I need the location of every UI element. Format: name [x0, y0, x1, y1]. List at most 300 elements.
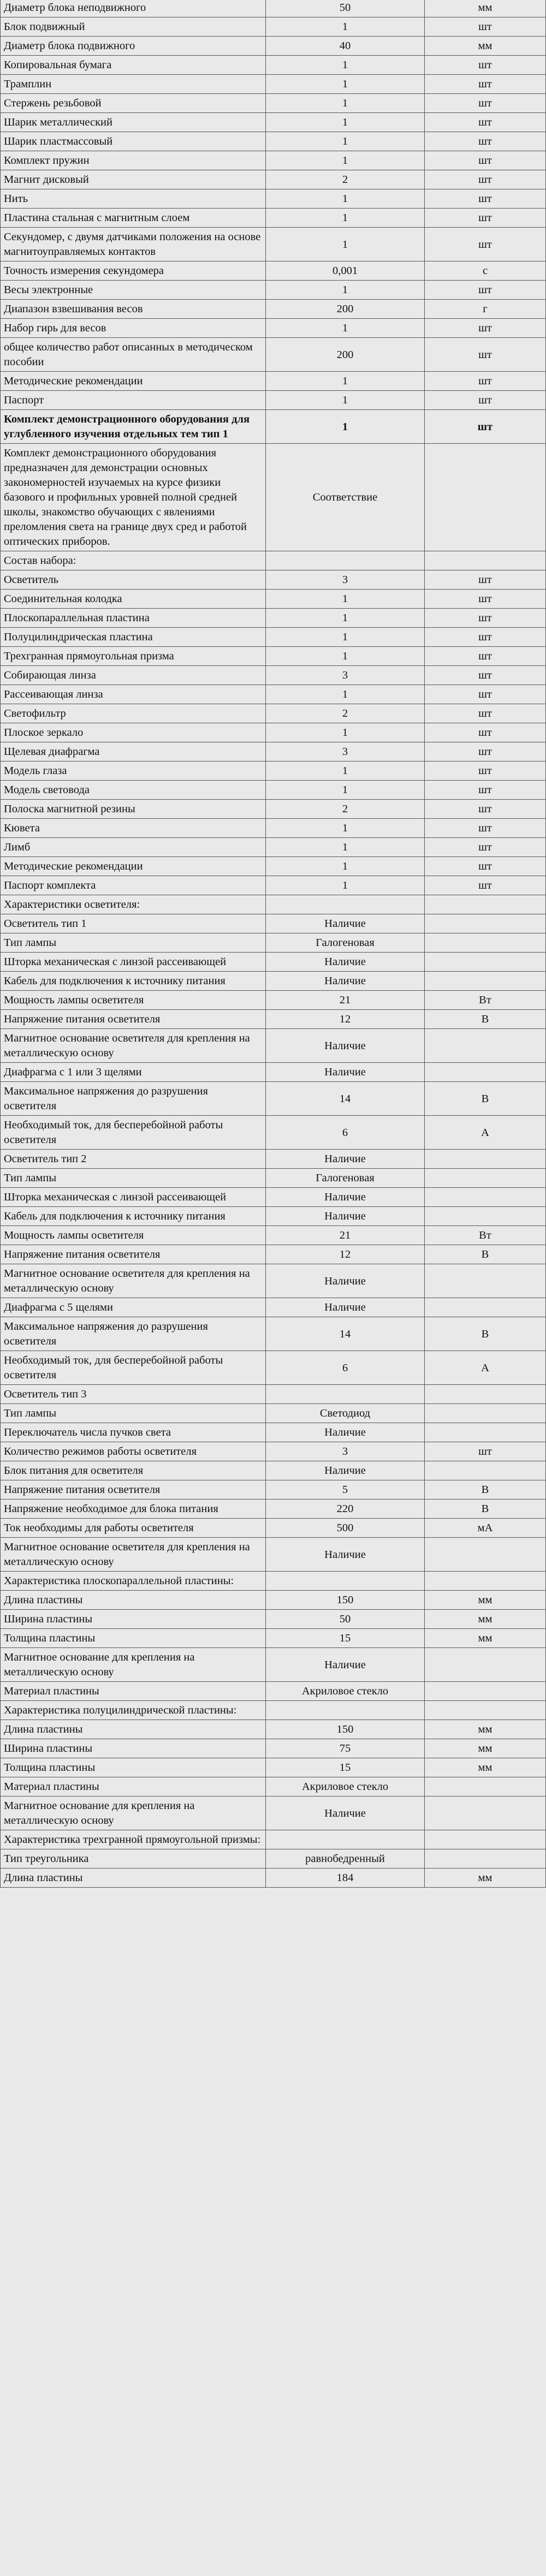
table-row [1, 113, 546, 132]
parameter-unit-cell: мм [425, 37, 546, 56]
table-row [1, 1480, 546, 1500]
parameter-name-cell: Весы электронные [1, 281, 266, 300]
parameter-unit-cell [425, 1207, 546, 1226]
parameter-value-cell: 220 [266, 1500, 425, 1519]
parameter-name-cell: Характеристика полуцилиндрической пластины: [1, 1701, 266, 1720]
parameter-name-cell: Точность измерения секундомера [1, 261, 266, 281]
parameter-unit-cell: Вт [425, 1226, 546, 1245]
parameter-unit-cell: А [425, 1116, 546, 1150]
parameter-unit-cell [425, 1423, 546, 1442]
parameter-value-cell: Наличие [266, 1207, 425, 1226]
parameter-unit-cell [425, 1404, 546, 1423]
table-row [1, 838, 546, 857]
parameter-name-cell: Паспорт комплекта [1, 876, 266, 895]
table-row [1, 410, 546, 444]
parameter-value-cell: 6 [266, 1351, 425, 1385]
parameter-unit-cell: шт [425, 876, 546, 895]
parameter-name-cell: Плоскопараллельная пластина [1, 609, 266, 628]
table-row [1, 685, 546, 704]
parameter-unit-cell: шт [425, 56, 546, 75]
parameter-unit-cell [425, 1849, 546, 1869]
parameter-value-cell: Наличие [266, 1188, 425, 1207]
parameter-value-cell: 12 [266, 1245, 425, 1264]
parameter-value-cell: 3 [266, 666, 425, 685]
parameter-unit-cell: мм [425, 1591, 546, 1610]
table-row [1, 1029, 546, 1063]
parameter-unit-cell [425, 895, 546, 914]
parameter-name-cell: Характеристики осветителя: [1, 895, 266, 914]
parameter-name-cell: Длина пластины [1, 1591, 266, 1610]
table-row [1, 37, 546, 56]
table-row [1, 1648, 546, 1682]
table-row [1, 723, 546, 742]
parameter-name-cell: Переключатель числа пучков света [1, 1423, 266, 1442]
table-row [1, 1701, 546, 1720]
table-row [1, 1264, 546, 1298]
parameter-value-cell: Наличие [266, 1423, 425, 1442]
parameter-name-cell: Комплект демонстрационного оборудования предназначен для демонстрации основных закономерностей изучаемых на курсе физики базового и профильных уровней полной средней школы, знакомство обучающих с явлениями преломления света на границе двух сред и работой оптических приборов. [1, 444, 266, 551]
parameter-name-cell: Максимальное напряжения до разрушения осветителя [1, 1317, 266, 1351]
parameter-value-cell: 15 [266, 1629, 425, 1648]
parameter-unit-cell: шт [425, 723, 546, 742]
table-row [1, 1169, 546, 1188]
parameter-value-cell: 1 [266, 685, 425, 704]
parameter-value-cell: Наличие [266, 1029, 425, 1063]
table-row [1, 1226, 546, 1245]
parameter-value-cell: Наличие [266, 1150, 425, 1169]
parameter-value-cell: 12 [266, 1010, 425, 1029]
table-row [1, 209, 546, 228]
parameter-name-cell: Напряжение питания осветителя [1, 1245, 266, 1264]
parameter-name-cell: Кабель для подключения к источнику питания [1, 1207, 266, 1226]
parameter-name-cell: Нить [1, 189, 266, 209]
table-row [1, 132, 546, 151]
parameter-name-cell: Модель глаза [1, 762, 266, 781]
parameter-value-cell: 0,001 [266, 261, 425, 281]
parameter-unit-cell: В [425, 1245, 546, 1264]
parameter-name-cell: Характеристика трехгранной прямоугольной призмы: [1, 1830, 266, 1849]
table-row [1, 1442, 546, 1461]
parameter-unit-cell: шт [425, 75, 546, 94]
parameter-value-cell: 15 [266, 1758, 425, 1777]
parameter-value-cell: 1 [266, 819, 425, 838]
parameter-value-cell: 150 [266, 1591, 425, 1610]
parameter-name-cell: Трехгранная прямоугольная призма [1, 647, 266, 666]
table-row [1, 876, 546, 895]
parameter-unit-cell: шт [425, 742, 546, 762]
parameter-name-cell: Напряжение необходимое для блока питания [1, 1500, 266, 1519]
parameter-name-cell: Толщина пластины [1, 1629, 266, 1648]
parameter-name-cell: Максимальное напряжения до разрушения осветителя [1, 1082, 266, 1116]
parameter-value-cell: 1 [266, 319, 425, 338]
parameter-name-cell: Диаметр блока подвижного [1, 37, 266, 56]
parameter-name-cell: Светофильтр [1, 704, 266, 723]
parameter-value-cell: 1 [266, 590, 425, 609]
parameter-value-cell: Акриловое стекло [266, 1682, 425, 1701]
parameter-unit-cell: шт [425, 704, 546, 723]
parameter-name-cell: Магнитное основание для крепления на металлическую основу [1, 1796, 266, 1830]
parameter-name-cell: Полуцилиндрическая пластина [1, 628, 266, 647]
parameter-unit-cell [425, 1796, 546, 1830]
parameter-unit-cell: В [425, 1010, 546, 1029]
parameter-unit-cell: шт [425, 170, 546, 189]
table-row [1, 338, 546, 372]
table-row [1, 1682, 546, 1701]
table-row [1, 1572, 546, 1591]
parameter-unit-cell: шт [425, 94, 546, 113]
table-row [1, 319, 546, 338]
parameter-value-cell: Наличие [266, 1538, 425, 1572]
parameter-value-cell: 3 [266, 570, 425, 590]
table-row [1, 781, 546, 800]
parameter-unit-cell: В [425, 1480, 546, 1500]
parameter-value-cell: 1 [266, 609, 425, 628]
parameter-unit-cell [425, 1150, 546, 1169]
parameter-value-cell: 14 [266, 1317, 425, 1351]
specification-table-body [1, 0, 546, 1888]
parameter-value-cell: 40 [266, 37, 425, 56]
parameter-value-cell: 6 [266, 1116, 425, 1150]
parameter-unit-cell: мм [425, 1720, 546, 1739]
parameter-name-cell: Блок питания для осветителя [1, 1461, 266, 1480]
parameter-value-cell [266, 1385, 425, 1404]
parameter-value-cell: 1 [266, 17, 425, 37]
parameter-name-cell: Диапазон взвешивания весов [1, 300, 266, 319]
parameter-unit-cell: мм [425, 1869, 546, 1888]
parameter-value-cell: Наличие [266, 1063, 425, 1082]
parameter-unit-cell [425, 914, 546, 933]
table-row [1, 800, 546, 819]
parameter-value-cell: Наличие [266, 914, 425, 933]
table-row [1, 1010, 546, 1029]
parameter-unit-cell: шт [425, 647, 546, 666]
parameter-name-cell: Шторка механическая с линзой рассеивающей [1, 1188, 266, 1207]
parameter-unit-cell: мм [425, 0, 546, 17]
parameter-unit-cell: шт [425, 319, 546, 338]
parameter-unit-cell [425, 1188, 546, 1207]
parameter-value-cell [266, 1572, 425, 1591]
parameter-name-cell: Осветитель тип 1 [1, 914, 266, 933]
parameter-name-cell: Тип лампы [1, 1169, 266, 1188]
parameter-value-cell: 184 [266, 1869, 425, 1888]
parameter-name-cell: Лимб [1, 838, 266, 857]
parameter-unit-cell: шт [425, 857, 546, 876]
parameter-unit-cell [425, 953, 546, 972]
parameter-unit-cell: с [425, 261, 546, 281]
parameter-name-cell: Характеристика плоскопараллельной пластины: [1, 1572, 266, 1591]
table-row [1, 300, 546, 319]
parameter-value-cell: 75 [266, 1739, 425, 1758]
parameter-value-cell: 150 [266, 1720, 425, 1739]
parameter-value-cell: 1 [266, 723, 425, 742]
parameter-name-cell: Паспорт [1, 391, 266, 410]
parameter-unit-cell: шт [425, 685, 546, 704]
parameter-name-cell: Напряжение питания осветителя [1, 1010, 266, 1029]
parameter-unit-cell [425, 1264, 546, 1298]
parameter-unit-cell: А [425, 1351, 546, 1385]
parameter-name-cell: Материал пластины [1, 1682, 266, 1701]
parameter-value-cell: 1 [266, 113, 425, 132]
table-row [1, 151, 546, 170]
table-row [1, 1591, 546, 1610]
parameter-unit-cell: шт [425, 372, 546, 391]
table-row [1, 570, 546, 590]
table-row [1, 742, 546, 762]
parameter-value-cell: 5 [266, 1480, 425, 1500]
table-row [1, 914, 546, 933]
table-row [1, 1610, 546, 1629]
parameter-unit-cell [425, 1777, 546, 1796]
parameter-name-cell: Шарик пластмассовый [1, 132, 266, 151]
parameter-name-cell: Материал пластины [1, 1777, 266, 1796]
parameter-value-cell: 1 [266, 56, 425, 75]
parameter-unit-cell [425, 972, 546, 991]
parameter-value-cell: 1 [266, 838, 425, 857]
parameter-value-cell: равнобедренный [266, 1849, 425, 1869]
parameter-value-cell: 200 [266, 338, 425, 372]
parameter-unit-cell: шт [425, 113, 546, 132]
table-row [1, 1500, 546, 1519]
parameter-value-cell: Наличие [266, 1264, 425, 1298]
parameter-value-cell [266, 895, 425, 914]
table-row [1, 1849, 546, 1869]
parameter-value-cell: 1 [266, 228, 425, 261]
parameter-unit-cell: В [425, 1317, 546, 1351]
table-row [1, 261, 546, 281]
parameter-name-cell: Плоское зеркало [1, 723, 266, 742]
parameter-unit-cell [425, 1063, 546, 1082]
parameter-value-cell: Наличие [266, 1796, 425, 1830]
parameter-value-cell: 1 [266, 410, 425, 444]
parameter-name-cell: Ширина пластины [1, 1610, 266, 1629]
parameter-name-cell: Осветитель [1, 570, 266, 590]
parameter-name-cell: Мощность лампы осветителя [1, 1226, 266, 1245]
table-row [1, 281, 546, 300]
parameter-name-cell: Тип треугольника [1, 1849, 266, 1869]
table-row [1, 628, 546, 647]
parameter-unit-cell [425, 1648, 546, 1682]
parameter-name-cell: Тип лампы [1, 933, 266, 953]
parameter-name-cell: Магнитное основание осветителя для крепления на металлическую основу [1, 1264, 266, 1298]
parameter-value-cell: 1 [266, 781, 425, 800]
table-row [1, 666, 546, 685]
parameter-name-cell: Диафрагма с 1 или 3 щелями [1, 1063, 266, 1082]
parameter-name-cell: Состав набора: [1, 551, 266, 570]
parameter-value-cell: Наличие [266, 972, 425, 991]
parameter-name-cell: Собирающая линза [1, 666, 266, 685]
table-row [1, 1150, 546, 1169]
parameter-value-cell: 1 [266, 151, 425, 170]
table-row [1, 1082, 546, 1116]
parameter-name-cell: Модель световода [1, 781, 266, 800]
parameter-value-cell: 1 [266, 189, 425, 209]
table-row [1, 857, 546, 876]
parameter-unit-cell [425, 1298, 546, 1317]
table-row [1, 1298, 546, 1317]
parameter-value-cell: 1 [266, 132, 425, 151]
parameter-value-cell [266, 1701, 425, 1720]
parameter-value-cell: 1 [266, 876, 425, 895]
parameter-name-cell: Магнитное основание осветителя для крепления на металлическую основу [1, 1029, 266, 1063]
parameter-value-cell: 200 [266, 300, 425, 319]
parameter-unit-cell: шт [425, 209, 546, 228]
parameter-value-cell: 1 [266, 857, 425, 876]
parameter-unit-cell [425, 444, 546, 551]
parameter-name-cell: Магнитное основание для крепления на металлическую основу [1, 1648, 266, 1682]
parameter-name-cell: Шторка механическая с линзой рассеивающей [1, 953, 266, 972]
parameter-name-cell: Секундомер, с двумя датчиками положения на основе магнитоуправляемых контактов [1, 228, 266, 261]
parameter-value-cell: Наличие [266, 1298, 425, 1317]
parameter-name-cell: Кабель для подключения к источнику питания [1, 972, 266, 991]
parameter-name-cell: Напряжение питания осветителя [1, 1480, 266, 1500]
parameter-unit-cell [425, 1830, 546, 1849]
parameter-unit-cell: шт [425, 628, 546, 647]
table-row [1, 1351, 546, 1385]
table-row [1, 228, 546, 261]
table-row [1, 551, 546, 570]
table-row [1, 1385, 546, 1404]
parameter-unit-cell: шт [425, 762, 546, 781]
table-row [1, 991, 546, 1010]
table-row [1, 17, 546, 37]
parameter-unit-cell: мм [425, 1739, 546, 1758]
table-row [1, 1796, 546, 1830]
parameter-unit-cell: шт [425, 590, 546, 609]
parameter-value-cell: Наличие [266, 1461, 425, 1480]
parameter-name-cell: Длина пластины [1, 1720, 266, 1739]
table-row [1, 75, 546, 94]
parameter-unit-cell: шт [425, 189, 546, 209]
parameter-value-cell: Светодиод [266, 1404, 425, 1423]
parameter-unit-cell [425, 933, 546, 953]
parameter-value-cell: Галогеновая [266, 1169, 425, 1188]
parameter-value-cell: 14 [266, 1082, 425, 1116]
table-row [1, 0, 546, 17]
parameter-name-cell: Магнитное основание осветителя для крепления на металлическую основу [1, 1538, 266, 1572]
parameter-value-cell: 2 [266, 800, 425, 819]
parameter-value-cell: 50 [266, 0, 425, 17]
parameter-unit-cell: шт [425, 17, 546, 37]
parameter-name-cell: Длина пластины [1, 1869, 266, 1888]
parameter-value-cell [266, 551, 425, 570]
table-row [1, 391, 546, 410]
parameter-value-cell: 500 [266, 1519, 425, 1538]
parameter-unit-cell: мА [425, 1519, 546, 1538]
parameter-name-cell: Мощность лампы осветителя [1, 991, 266, 1010]
parameter-unit-cell: шт [425, 838, 546, 857]
parameter-value-cell: Наличие [266, 1648, 425, 1682]
parameter-value-cell: 3 [266, 742, 425, 762]
table-row [1, 1461, 546, 1480]
table-row [1, 1063, 546, 1082]
table-row [1, 1404, 546, 1423]
parameter-unit-cell: шт [425, 666, 546, 685]
table-row [1, 704, 546, 723]
parameter-name-cell: Необходимый ток, для бесперебойной работы осветителя [1, 1351, 266, 1385]
table-row [1, 1317, 546, 1351]
parameter-name-cell: Трамплин [1, 75, 266, 94]
table-row [1, 609, 546, 628]
parameter-name-cell: Копировальная бумага [1, 56, 266, 75]
table-row [1, 762, 546, 781]
parameter-name-cell: Комплект демонстрационного оборудования для углубленного изучения отдельных тем тип 1 [1, 410, 266, 444]
parameter-name-cell: Осветитель тип 3 [1, 1385, 266, 1404]
parameter-name-cell: Диаметр блока неподвижного [1, 0, 266, 17]
parameter-name-cell: Рассеивающая линза [1, 685, 266, 704]
parameter-name-cell: Ширина пластины [1, 1739, 266, 1758]
table-row [1, 189, 546, 209]
parameter-name-cell: Блок подвижный [1, 17, 266, 37]
parameter-unit-cell: шт [425, 570, 546, 590]
parameter-unit-cell [425, 1461, 546, 1480]
table-row [1, 819, 546, 838]
table-row [1, 444, 546, 551]
parameter-name-cell: Осветитель тип 2 [1, 1150, 266, 1169]
parameter-unit-cell: шт [425, 132, 546, 151]
parameter-value-cell: 1 [266, 647, 425, 666]
parameter-unit-cell: мм [425, 1758, 546, 1777]
parameter-name-cell: Стержень резьбовой [1, 94, 266, 113]
parameter-value-cell: 1 [266, 391, 425, 410]
parameter-value-cell: 1 [266, 94, 425, 113]
parameter-value-cell: 1 [266, 209, 425, 228]
table-row [1, 1869, 546, 1888]
parameter-name-cell: Методические рекомендации [1, 857, 266, 876]
table-row [1, 1538, 546, 1572]
parameter-unit-cell: шт [425, 819, 546, 838]
parameter-name-cell: Количество режимов работы осветителя [1, 1442, 266, 1461]
parameter-value-cell: Наличие [266, 953, 425, 972]
parameter-value-cell: 1 [266, 281, 425, 300]
table-row [1, 56, 546, 75]
parameter-name-cell: Магнит дисковый [1, 170, 266, 189]
parameter-unit-cell [425, 1572, 546, 1591]
parameter-value-cell: 1 [266, 628, 425, 647]
parameter-value-cell: 2 [266, 170, 425, 189]
table-row [1, 1423, 546, 1442]
parameter-unit-cell [425, 1385, 546, 1404]
parameter-value-cell: 50 [266, 1610, 425, 1629]
parameter-unit-cell [425, 1682, 546, 1701]
table-row [1, 1116, 546, 1150]
parameter-unit-cell: г [425, 300, 546, 319]
table-row [1, 972, 546, 991]
parameter-value-cell: 21 [266, 1226, 425, 1245]
parameter-value-cell: 3 [266, 1442, 425, 1461]
parameter-value-cell: 2 [266, 704, 425, 723]
table-row [1, 590, 546, 609]
parameter-name-cell: Шарик металлический [1, 113, 266, 132]
parameter-unit-cell: шт [425, 228, 546, 261]
table-row [1, 1629, 546, 1648]
parameter-unit-cell: шт [425, 800, 546, 819]
parameter-name-cell: Ток необходимы для работы осветителя [1, 1519, 266, 1538]
parameter-name-cell: Тип лампы [1, 1404, 266, 1423]
table-row [1, 895, 546, 914]
table-row [1, 933, 546, 953]
table-row [1, 1188, 546, 1207]
table-row [1, 170, 546, 189]
parameter-unit-cell: шт [425, 338, 546, 372]
parameter-unit-cell: мм [425, 1629, 546, 1648]
parameter-name-cell: общее количество работ описанных в методическом пособии [1, 338, 266, 372]
table-row [1, 1739, 546, 1758]
table-row [1, 953, 546, 972]
parameter-unit-cell: В [425, 1500, 546, 1519]
parameter-value-cell: Акриловое стекло [266, 1777, 425, 1796]
parameter-name-cell: Комплект пружин [1, 151, 266, 170]
parameter-unit-cell: шт [425, 281, 546, 300]
